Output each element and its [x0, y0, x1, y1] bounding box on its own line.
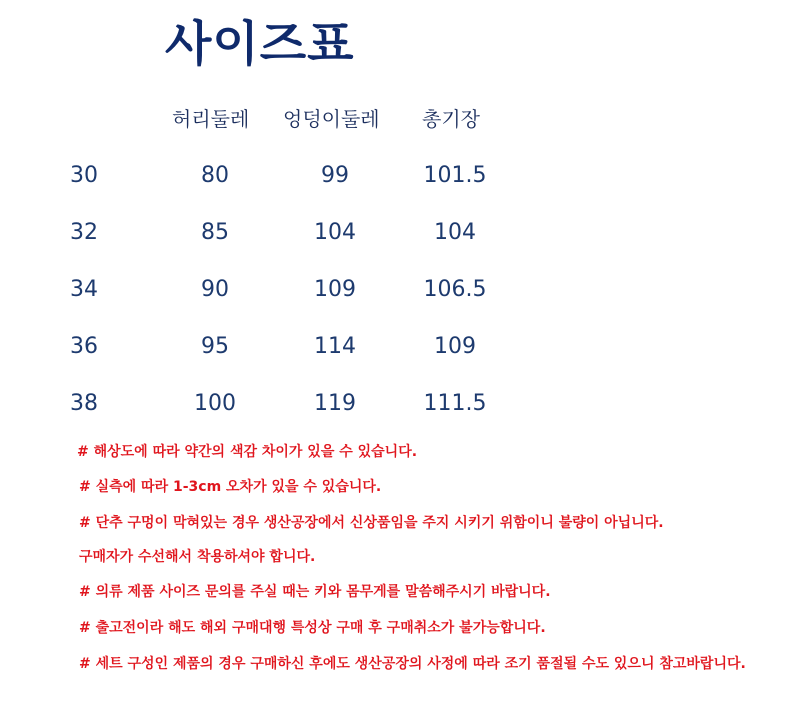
size-cell: 34 — [70, 277, 98, 302]
waist-cell: 95 — [201, 334, 229, 359]
waist-cell: 80 — [201, 163, 229, 188]
length-cell: 106.5 — [423, 277, 487, 302]
header-length: 총기장 — [422, 107, 480, 131]
size-cell: 36 — [70, 334, 98, 359]
length-cell: 111.5 — [423, 391, 487, 416]
size-cell: 30 — [70, 163, 98, 188]
note-line: # 출고전이라 해도 해외 구매대행 특성상 구매 후 구매취소가 불가능합니다. — [79, 620, 546, 636]
waist-cell: 100 — [194, 391, 236, 416]
waist-cell: 85 — [201, 220, 229, 245]
note-line: # 세트 구성인 제품의 경우 구매하신 후에도 생산공장의 사정에 따라 조기 품절될 수도 있으니 참고바랍니다. — [79, 656, 746, 672]
header-waist: 허리둘레 — [172, 107, 250, 131]
header-hip: 엉덩이둘레 — [283, 107, 380, 131]
hip-cell: 119 — [314, 391, 356, 416]
note-line: # 의류 제품 사이즈 문의를 주실 때는 키와 몸무게를 말씀해주시기 바랍니다. — [79, 584, 551, 600]
page-title: 사이즈표 — [165, 16, 355, 72]
note-line: # 단추 구멍이 막혀있는 경우 생산공장에서 신상품임을 주지 시키기 위함이니 불량이 아닙니다. — [79, 515, 664, 531]
hip-cell: 99 — [321, 163, 349, 188]
length-cell: 101.5 — [423, 163, 487, 188]
note-line: # 실측에 따라 1-3cm 오차가 있을 수 있습니다. — [79, 479, 382, 495]
note-line: # 해상도에 따라 약간의 색감 차이가 있을 수 있습니다. — [77, 444, 418, 460]
hip-cell: 114 — [314, 334, 356, 359]
size-cell: 32 — [70, 220, 98, 245]
length-cell: 109 — [434, 334, 476, 359]
length-cell: 104 — [434, 220, 476, 245]
hip-cell: 109 — [314, 277, 356, 302]
waist-cell: 90 — [201, 277, 229, 302]
size-cell: 38 — [70, 391, 98, 416]
hip-cell: 104 — [314, 220, 356, 245]
note-line: 구매자가 수선해서 착용하셔야 합니다. — [79, 549, 316, 565]
